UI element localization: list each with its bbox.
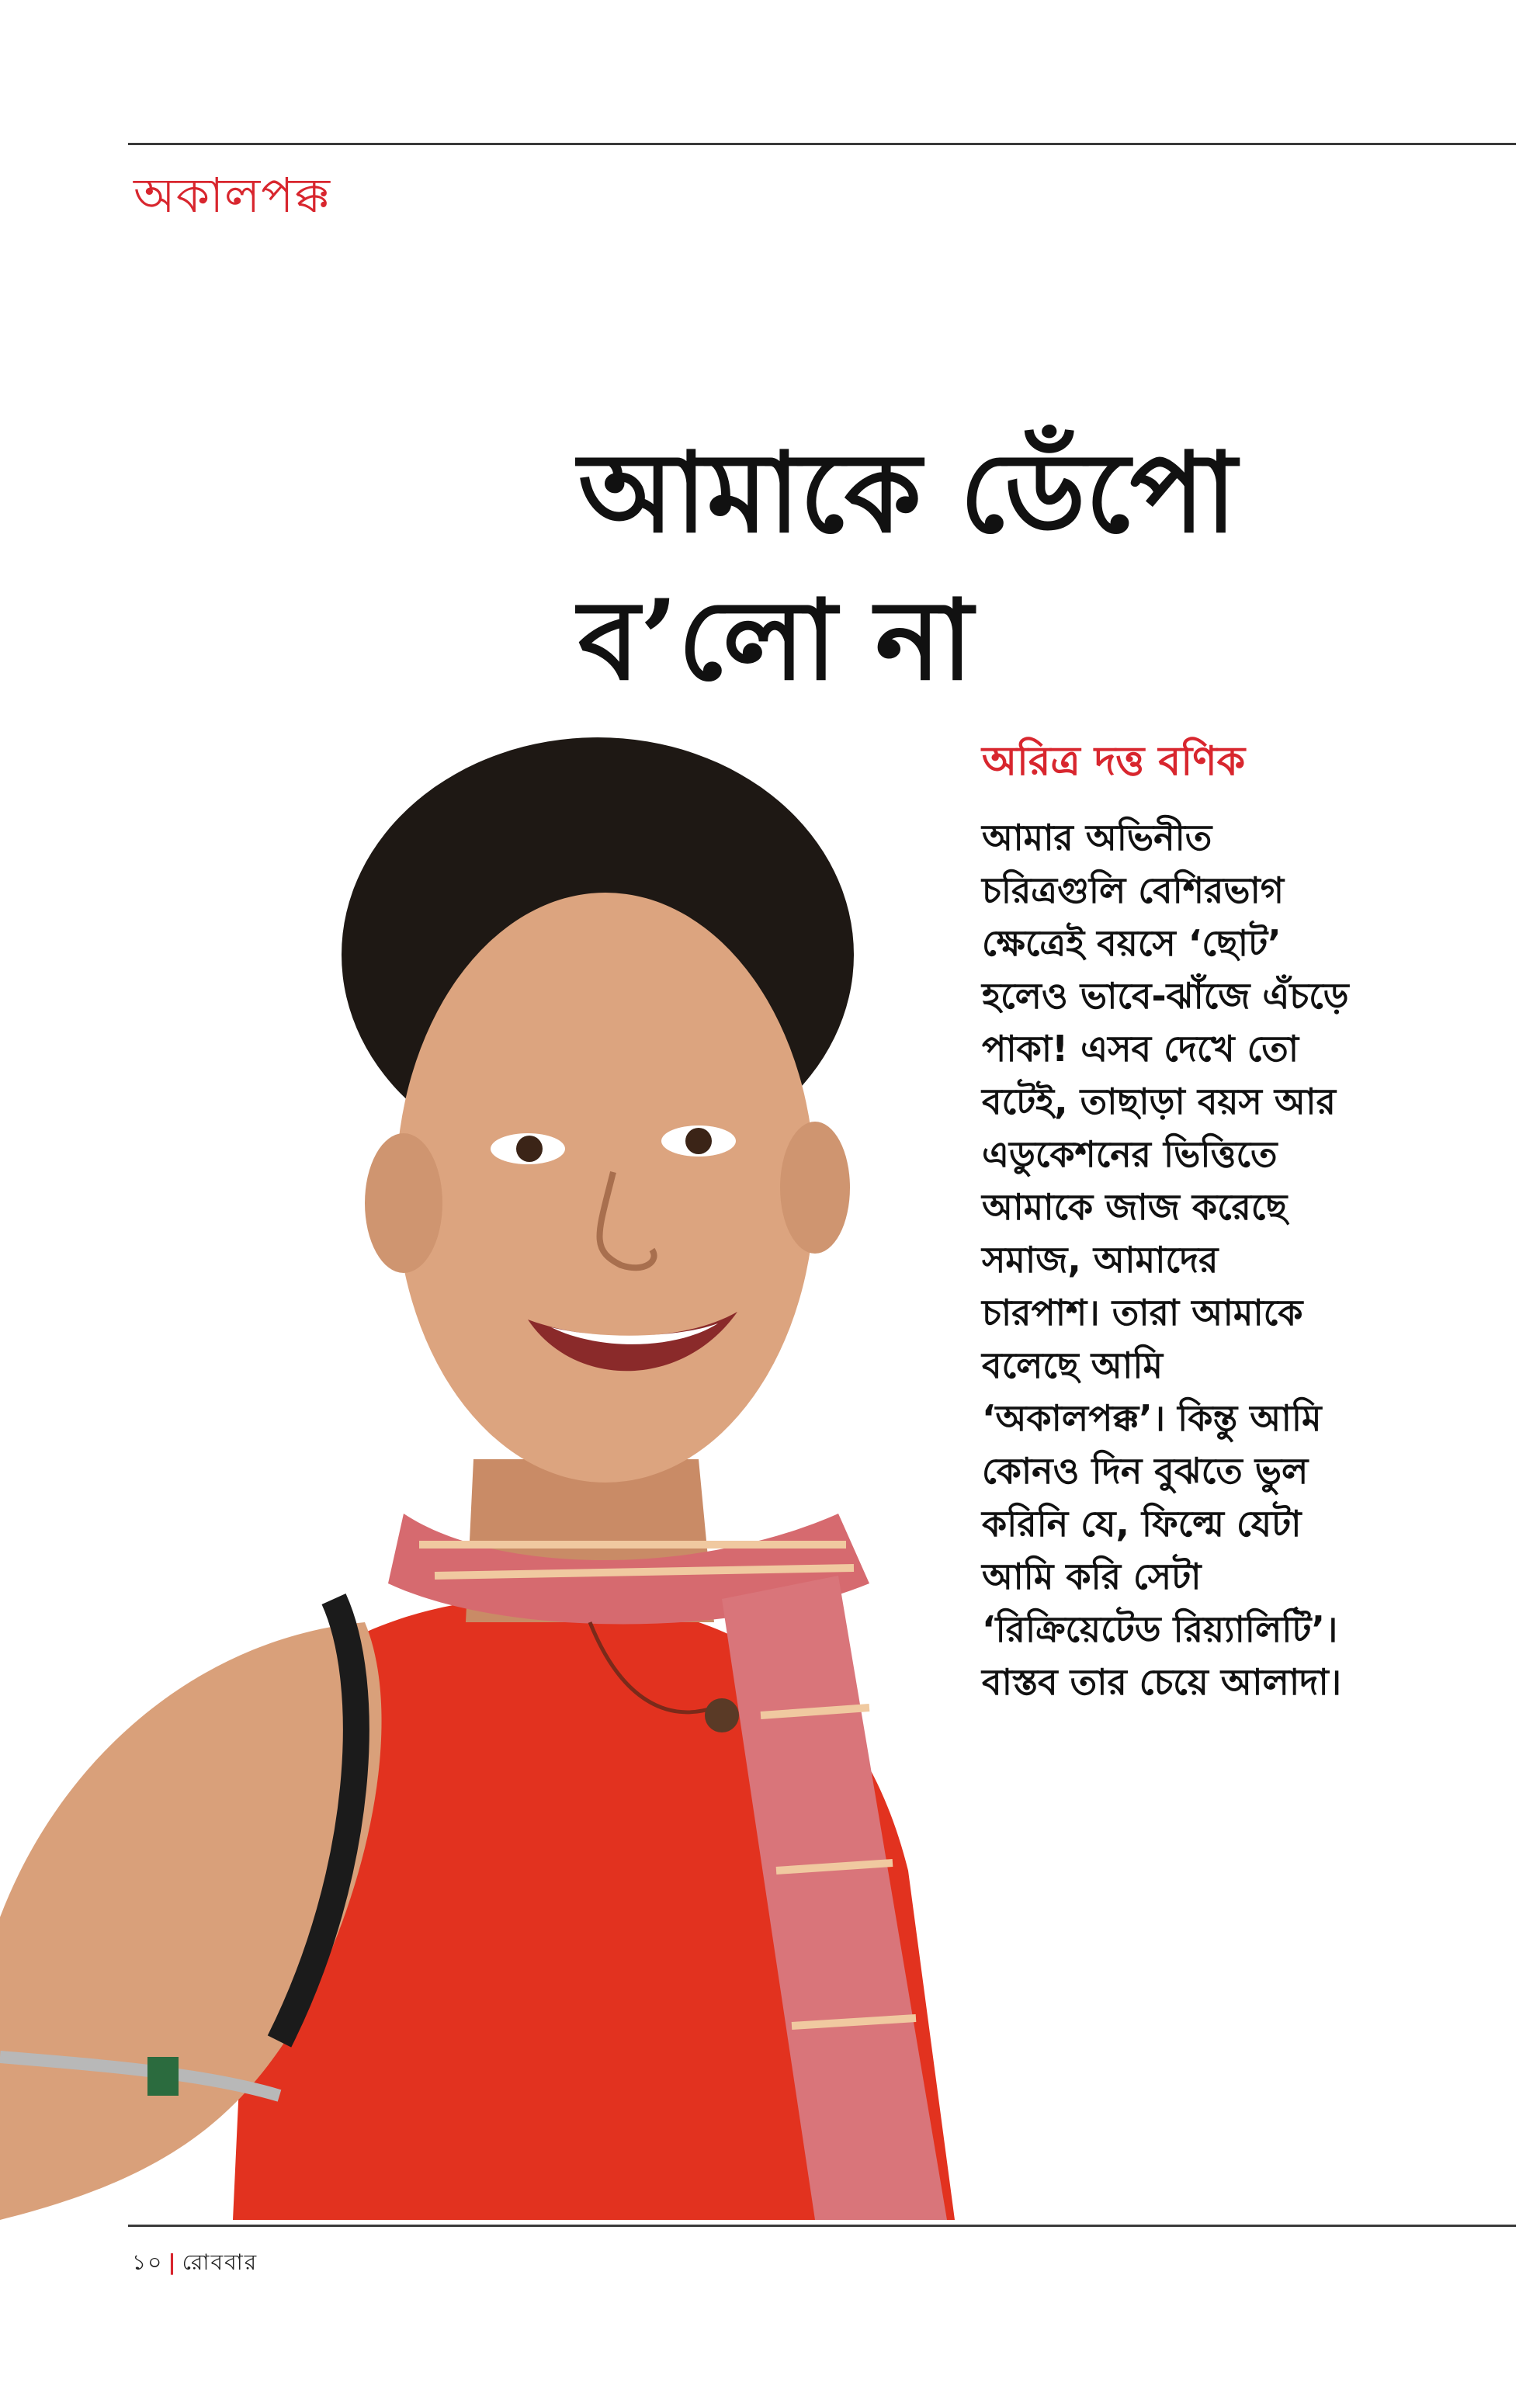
- article-body: [982, 811, 1510, 1708]
- headline-line-2: ব’লো না: [578, 576, 973, 705]
- body-line: পাকা! এসব দেখে তো: [982, 1028, 1299, 1070]
- body-line: আমি করি সেটা: [982, 1555, 1202, 1597]
- body-line: আমার অভিনীত: [982, 817, 1212, 858]
- body-line: চারপাশ। তারা আমাকে: [982, 1292, 1303, 1333]
- body-line: ক্ষেত্রেই বয়সে ‘ছোট’: [982, 922, 1282, 964]
- body-line: হলেও ভাবে-ঝাঁজে এঁচড়ে: [982, 975, 1349, 1017]
- footer-separator: |: [168, 2249, 178, 2275]
- body-line: কোনও দিন বুঝতে ভুল: [982, 1450, 1309, 1492]
- body-line: করিনি যে, ফিল্মে যেটা: [982, 1503, 1302, 1545]
- byline: অরিত্র দত্ত বণিক: [982, 738, 1246, 785]
- body-line: ‘রিক্রিয়েটেড রিয়্যালিটি’।: [982, 1608, 1338, 1650]
- left-iris: [516, 1136, 543, 1162]
- top-rule: [128, 143, 1516, 145]
- body-line: চরিত্রগুলি বেশিরভাগ: [982, 869, 1285, 911]
- page-footer: [132, 2246, 258, 2282]
- body-line: এডুকেশনের ভিত্তিতে: [982, 1133, 1278, 1175]
- right-ear: [780, 1122, 850, 1254]
- armband-stone: [147, 2057, 179, 2096]
- left-ear: [365, 1133, 442, 1273]
- body-line: ‘অকালপক্ক’। কিন্তু আমি: [982, 1397, 1322, 1439]
- headline: [578, 419, 1354, 714]
- section-label: অকালপক্ক: [134, 167, 331, 224]
- right-iris: [685, 1128, 712, 1154]
- pendant: [705, 1698, 739, 1732]
- body-line: আমাকে জাজ করেছে: [982, 1186, 1288, 1228]
- body-line: বটেই, তাছাড়া বয়স আর: [982, 1080, 1336, 1122]
- body-line: বলেছে আমি: [982, 1344, 1164, 1386]
- page-number: ১০: [132, 2249, 164, 2275]
- body-line: সমাজ, আমাদের: [982, 1239, 1219, 1281]
- bottom-rule: [128, 2225, 1516, 2227]
- boy-photo: [0, 706, 1025, 2220]
- face: [396, 893, 815, 1483]
- body-line: বাস্তব তার চেয়ে আলাদা।: [982, 1661, 1342, 1703]
- headline-line-1: আমাকে ডেঁপো: [578, 428, 1237, 557]
- publication-name: রোববার: [182, 2249, 258, 2275]
